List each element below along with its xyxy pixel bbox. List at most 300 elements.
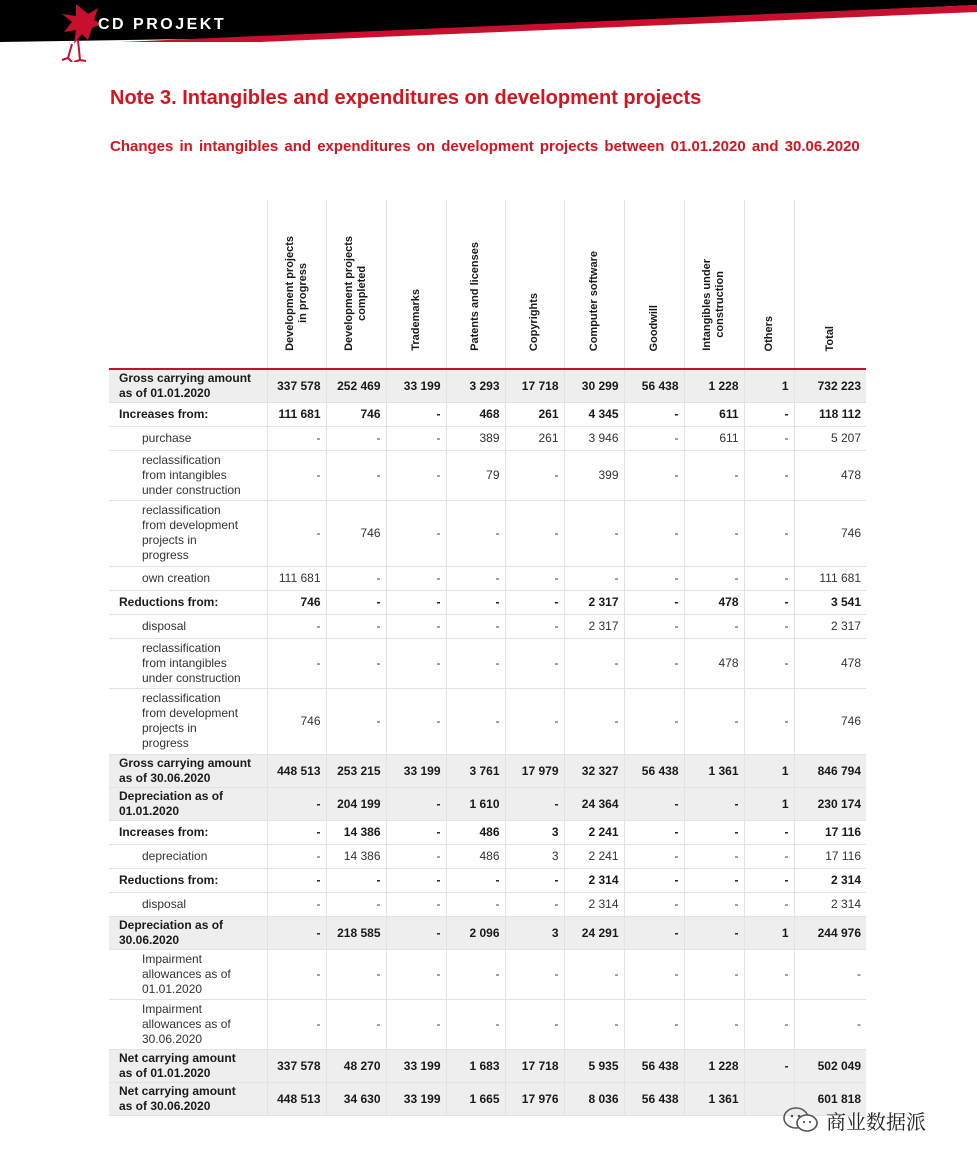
column-header-line: construction xyxy=(714,271,726,339)
table-cell: - xyxy=(446,590,505,614)
table-cell: 30 299 xyxy=(564,369,624,402)
table-cell: - xyxy=(505,892,564,916)
row-label xyxy=(109,369,267,402)
table-cell: - xyxy=(446,949,505,999)
table-cell: - xyxy=(267,949,326,999)
table-cell: 601 818 xyxy=(794,1082,866,1115)
row-label-line: disposal xyxy=(142,896,187,911)
row-label-line: progress xyxy=(142,548,189,562)
table-cell: - xyxy=(326,949,386,999)
table-cell: 34 630 xyxy=(326,1082,386,1115)
column-header-label xyxy=(701,259,727,351)
table-cell: - xyxy=(386,590,446,614)
table-cell: - xyxy=(684,787,744,820)
table-row xyxy=(109,892,866,916)
table-cell: - xyxy=(505,949,564,999)
table-cell: - xyxy=(267,868,326,892)
table-cell: 846 794 xyxy=(794,754,866,787)
column-header-label xyxy=(763,316,776,351)
table-cell: - xyxy=(564,999,624,1049)
row-label xyxy=(109,402,267,426)
table-cell: - xyxy=(744,999,794,1049)
table-cell: - xyxy=(386,402,446,426)
table-cell: 337 578 xyxy=(267,1049,326,1082)
table-cell: 1 610 xyxy=(446,787,505,820)
table-cell: 3 946 xyxy=(564,426,624,450)
table-cell: 2 317 xyxy=(564,590,624,614)
table-row xyxy=(109,916,866,949)
table-cell: - xyxy=(326,638,386,688)
table-cell: 478 xyxy=(794,638,866,688)
table-cell: 204 199 xyxy=(326,787,386,820)
table-cell: - xyxy=(744,844,794,868)
row-label-line: 30.06.2020 xyxy=(119,932,180,947)
table-cell: 1 xyxy=(744,787,794,820)
column-header-label xyxy=(588,251,601,351)
table-cell: - xyxy=(744,688,794,754)
table-cell: 2 314 xyxy=(794,892,866,916)
column-header-line: Computer software xyxy=(587,250,600,351)
table-row xyxy=(109,614,866,638)
table-cell: 1 228 xyxy=(684,369,744,402)
table-cell: 2 241 xyxy=(564,844,624,868)
column-header-line: completed xyxy=(356,266,368,322)
table-cell: 79 xyxy=(446,450,505,500)
column-header xyxy=(446,200,505,369)
table-cell: 3 761 xyxy=(446,754,505,787)
table-cell: - xyxy=(386,820,446,844)
table-cell: - xyxy=(386,916,446,949)
table-cell: 1 683 xyxy=(446,1049,505,1082)
column-header-line: Intangibles under xyxy=(701,259,713,351)
column-header xyxy=(624,200,684,369)
table-cell: - xyxy=(684,868,744,892)
row-label-line: Impairment xyxy=(142,1001,203,1016)
column-header xyxy=(386,200,446,369)
row-label-line: from intangibles xyxy=(142,655,227,670)
table-cell: 33 199 xyxy=(386,369,446,402)
table-cell: - xyxy=(446,868,505,892)
table-row xyxy=(109,450,866,500)
table-cell: - xyxy=(386,426,446,450)
table-cell: - xyxy=(386,892,446,916)
table-cell: 746 xyxy=(794,500,866,566)
table-cell: - xyxy=(624,868,684,892)
table-cell: 468 xyxy=(446,402,505,426)
row-label xyxy=(109,590,267,614)
table-row xyxy=(109,426,866,450)
row-label-line: projects in xyxy=(142,533,197,547)
row-label-line: disposal xyxy=(142,618,187,633)
table-cell: - xyxy=(624,688,684,754)
table-row xyxy=(109,999,866,1049)
table-cell: 2 314 xyxy=(794,868,866,892)
row-label-line: Increases from: xyxy=(119,406,209,421)
table-cell: 448 513 xyxy=(267,754,326,787)
table-cell: 230 174 xyxy=(794,787,866,820)
table-cell: - xyxy=(505,638,564,688)
table-cell: 33 199 xyxy=(386,1049,446,1082)
table-cell: 4 345 xyxy=(564,402,624,426)
table-cell: - xyxy=(624,892,684,916)
table-cell: 746 xyxy=(326,500,386,566)
column-header-label xyxy=(410,289,423,351)
table-cell: - xyxy=(446,638,505,688)
table-cell: - xyxy=(386,868,446,892)
column-header-line: Total xyxy=(823,325,836,351)
table-cell: - xyxy=(744,1049,794,1082)
column-header-label xyxy=(284,236,310,351)
column-header-line: Trademarks xyxy=(409,289,422,351)
table-row xyxy=(109,369,866,402)
table-cell: 17 979 xyxy=(505,754,564,787)
row-label xyxy=(109,999,267,1049)
column-header-line: Patents and licenses xyxy=(469,242,481,351)
table-cell: - xyxy=(446,566,505,590)
table-cell: - xyxy=(386,999,446,1049)
table-cell: - xyxy=(326,450,386,500)
table-cell: 1 xyxy=(744,369,794,402)
table-cell: - xyxy=(326,590,386,614)
table-cell: 337 578 xyxy=(267,369,326,402)
table-cell: - xyxy=(326,614,386,638)
table-cell: 746 xyxy=(267,688,326,754)
table-cell: 3 541 xyxy=(794,590,866,614)
row-label-line: Net carrying amount xyxy=(119,1050,236,1065)
row-label-line: reclassification xyxy=(142,691,221,705)
table-cell: 17 116 xyxy=(794,820,866,844)
table-cell: - xyxy=(267,916,326,949)
row-label xyxy=(109,754,267,787)
table-cell: 1 xyxy=(744,916,794,949)
table-cell: - xyxy=(267,614,326,638)
row-label-line: as of 01.01.2020 xyxy=(119,385,211,400)
table-cell: - xyxy=(624,787,684,820)
table-cell: 56 438 xyxy=(624,754,684,787)
table-cell: - xyxy=(744,892,794,916)
table-cell: - xyxy=(744,638,794,688)
row-label-line: 01.01.2020 xyxy=(119,803,180,818)
table-cell: 33 199 xyxy=(386,1082,446,1115)
table-row xyxy=(109,590,866,614)
table-cell: 746 xyxy=(326,402,386,426)
table-cell: 2 096 xyxy=(446,916,505,949)
row-label xyxy=(109,688,267,754)
table-cell: - xyxy=(684,892,744,916)
row-label-line: under construction xyxy=(142,670,241,685)
table-cell: 111 681 xyxy=(267,402,326,426)
row-label-line: progress xyxy=(142,736,189,750)
row-label-line: as of 30.06.2020 xyxy=(119,770,211,785)
table-cell: - xyxy=(684,688,744,754)
row-label-line: projects in xyxy=(142,721,197,735)
table-cell: 33 199 xyxy=(386,754,446,787)
table-cell: - xyxy=(624,820,684,844)
table-cell: 478 xyxy=(794,450,866,500)
row-label xyxy=(109,1082,267,1115)
row-label xyxy=(109,844,267,868)
table-cell: - xyxy=(684,500,744,566)
row-label xyxy=(109,426,267,450)
table-cell: 2 314 xyxy=(564,868,624,892)
column-header-label xyxy=(469,242,482,351)
table-cell: 746 xyxy=(794,688,866,754)
table-row xyxy=(109,500,866,566)
row-label-line: 30.06.2020 xyxy=(142,1031,203,1046)
table-cell: 448 513 xyxy=(267,1082,326,1115)
table-cell: 3 xyxy=(505,844,564,868)
table-cell: - xyxy=(505,688,564,754)
table-cell: - xyxy=(564,500,624,566)
table-cell: 1 665 xyxy=(446,1082,505,1115)
table-cell: - xyxy=(564,638,624,688)
row-label-line: reclassification xyxy=(142,640,221,655)
table-row xyxy=(109,787,866,820)
table-cell: 111 681 xyxy=(794,566,866,590)
intangibles-table xyxy=(109,200,866,1116)
table-cell: 746 xyxy=(267,590,326,614)
table-cell: - xyxy=(267,844,326,868)
table-cell: - xyxy=(505,590,564,614)
table-cell: - xyxy=(744,820,794,844)
table-row xyxy=(109,820,866,844)
row-label xyxy=(109,500,267,566)
row-label-line: purchase xyxy=(142,430,192,445)
table-cell: 244 976 xyxy=(794,916,866,949)
row-label xyxy=(109,949,267,999)
table-cell: 56 438 xyxy=(624,1049,684,1082)
row-label-line: Gross carrying amount xyxy=(119,755,252,770)
table-cell: - xyxy=(624,450,684,500)
table-cell: - xyxy=(744,402,794,426)
table-cell: 3 xyxy=(505,820,564,844)
row-label-line: Depreciation as of xyxy=(119,917,224,932)
table-cell: 56 438 xyxy=(624,369,684,402)
table-row xyxy=(109,688,866,754)
table-cell: - xyxy=(624,500,684,566)
table-cell: - xyxy=(794,999,866,1049)
table-cell: - xyxy=(446,500,505,566)
table-cell: - xyxy=(267,638,326,688)
table-row xyxy=(109,949,866,999)
table-cell: - xyxy=(794,949,866,999)
row-label xyxy=(109,638,267,688)
table-cell: - xyxy=(564,688,624,754)
row-label-line: Gross carrying amount xyxy=(119,370,252,385)
row-label-line: Impairment xyxy=(142,951,203,966)
table-cell: 17 116 xyxy=(794,844,866,868)
table-row xyxy=(109,638,866,688)
column-header-line: Development projects xyxy=(283,236,296,351)
table-cell: 486 xyxy=(446,820,505,844)
table-cell: - xyxy=(684,450,744,500)
table-cell: - xyxy=(267,500,326,566)
table-cell: - xyxy=(505,500,564,566)
table-cell: - xyxy=(624,844,684,868)
table-cell: - xyxy=(386,688,446,754)
column-header-label xyxy=(824,326,837,351)
table-cell: - xyxy=(624,949,684,999)
table-cell: - xyxy=(446,614,505,638)
column-header-label xyxy=(648,305,661,351)
table-cell: 611 xyxy=(684,426,744,450)
table-cell: - xyxy=(744,949,794,999)
table-cell: - xyxy=(505,450,564,500)
table-cell: 111 681 xyxy=(267,566,326,590)
table-cell: - xyxy=(326,688,386,754)
table-row xyxy=(109,754,866,787)
row-label-line: allowances as of xyxy=(142,966,231,981)
table-cell: - xyxy=(684,566,744,590)
table-cell: 732 223 xyxy=(794,369,866,402)
table-cell: - xyxy=(386,787,446,820)
brand-name: CD PROJEKT xyxy=(98,16,227,33)
table-cell: 611 xyxy=(684,402,744,426)
table-cell: - xyxy=(267,892,326,916)
table-cell: - xyxy=(386,949,446,999)
column-header xyxy=(267,200,326,369)
column-header xyxy=(564,200,624,369)
table-cell: - xyxy=(684,949,744,999)
table-cell: - xyxy=(386,566,446,590)
table-cell: 118 112 xyxy=(794,402,866,426)
table-cell: - xyxy=(624,614,684,638)
table-cell: 253 215 xyxy=(326,754,386,787)
column-header-line: Copyrights xyxy=(528,292,540,351)
row-label-line: depreciation xyxy=(142,848,208,863)
table-cell: - xyxy=(505,614,564,638)
table-cell: 486 xyxy=(446,844,505,868)
column-header-label xyxy=(528,293,541,351)
table-cell: 17 718 xyxy=(505,1049,564,1082)
table-cell: 1 361 xyxy=(684,754,744,787)
row-label-line: Reductions from: xyxy=(119,594,219,609)
table-cell: - xyxy=(684,916,744,949)
row-label xyxy=(109,787,267,820)
table-cell: - xyxy=(386,638,446,688)
row-label-line: reclassification xyxy=(142,503,221,517)
table-cell: 389 xyxy=(446,426,505,450)
table-row xyxy=(109,566,866,590)
row-label xyxy=(109,450,267,500)
table-cell: 502 049 xyxy=(794,1049,866,1082)
table-row xyxy=(109,844,866,868)
row-label-line: Net carrying amount xyxy=(119,1083,236,1098)
row-label-header xyxy=(109,200,267,369)
table-cell: 17 718 xyxy=(505,369,564,402)
table-cell: - xyxy=(684,614,744,638)
table-cell: - xyxy=(744,614,794,638)
column-header xyxy=(684,200,744,369)
table-cell: - xyxy=(267,450,326,500)
table-cell: 252 469 xyxy=(326,369,386,402)
table-cell: 24 364 xyxy=(564,787,624,820)
table-row xyxy=(109,868,866,892)
table-cell: 2 314 xyxy=(564,892,624,916)
table-cell: 32 327 xyxy=(564,754,624,787)
table-cell: 48 270 xyxy=(326,1049,386,1082)
row-label xyxy=(109,614,267,638)
table-row xyxy=(109,402,866,426)
table-cell: 218 585 xyxy=(326,916,386,949)
table-cell: - xyxy=(267,820,326,844)
table-row xyxy=(109,1082,866,1115)
row-label-line: Increases from: xyxy=(119,824,209,839)
table-cell: - xyxy=(386,500,446,566)
table-cell: 56 438 xyxy=(624,1082,684,1115)
column-header xyxy=(505,200,564,369)
table-cell: - xyxy=(505,868,564,892)
row-label-line: from intangibles xyxy=(142,467,227,482)
table-cell: - xyxy=(624,402,684,426)
table-cell: 5 207 xyxy=(794,426,866,450)
table-subtitle: Changes in intangibles and expenditures on development projects between 01.01.2020 and 30.06.2020 xyxy=(110,138,860,155)
row-label xyxy=(109,892,267,916)
table-cell: - xyxy=(744,868,794,892)
table-cell: - xyxy=(267,999,326,1049)
table-cell: - xyxy=(744,500,794,566)
row-label-line: own creation xyxy=(142,570,211,585)
page-title: Note 3. Intangibles and expenditures on development projects xyxy=(110,87,702,109)
column-header xyxy=(744,200,794,369)
row-label xyxy=(109,820,267,844)
table-cell: 261 xyxy=(505,402,564,426)
column-header-line: Others xyxy=(762,315,775,351)
table-cell: - xyxy=(684,844,744,868)
column-header-line: in progress xyxy=(296,263,309,324)
row-label xyxy=(109,916,267,949)
table-cell: 14 386 xyxy=(326,820,386,844)
intangibles-table-container xyxy=(109,200,866,1116)
table-cell: - xyxy=(744,590,794,614)
table-cell: - xyxy=(326,566,386,590)
table-cell: - xyxy=(624,999,684,1049)
table-cell: - xyxy=(505,999,564,1049)
column-header xyxy=(794,200,866,369)
table-cell: - xyxy=(446,892,505,916)
table-row xyxy=(109,1049,866,1082)
watermark xyxy=(782,1102,926,1138)
table-cell: - xyxy=(446,999,505,1049)
row-label-line: under construction xyxy=(142,482,241,497)
table-cell: - xyxy=(267,426,326,450)
row-label-line: allowances as of xyxy=(142,1016,231,1031)
column-header-line: Goodwill xyxy=(647,304,660,351)
table-cell: - xyxy=(564,566,624,590)
table-cell: 478 xyxy=(684,590,744,614)
table-cell: - xyxy=(326,999,386,1049)
table-cell: 1 361 xyxy=(684,1082,744,1115)
table-cell: - xyxy=(386,844,446,868)
table-cell: 261 xyxy=(505,426,564,450)
row-label xyxy=(109,566,267,590)
row-label-line: from development xyxy=(142,518,239,532)
column-header-row xyxy=(109,200,866,369)
table-cell: - xyxy=(684,999,744,1049)
table-cell: - xyxy=(386,450,446,500)
table-cell: - xyxy=(744,450,794,500)
column-header xyxy=(326,200,386,369)
wechat-icon xyxy=(782,1105,820,1135)
table-cell: - xyxy=(564,949,624,999)
table-cell: 8 036 xyxy=(564,1082,624,1115)
table-cell: - xyxy=(624,590,684,614)
row-label xyxy=(109,1049,267,1082)
table-cell: - xyxy=(744,426,794,450)
table-cell: - xyxy=(505,787,564,820)
table-cell: - xyxy=(326,892,386,916)
row-label-line: as of 30.06.2020 xyxy=(119,1098,211,1113)
